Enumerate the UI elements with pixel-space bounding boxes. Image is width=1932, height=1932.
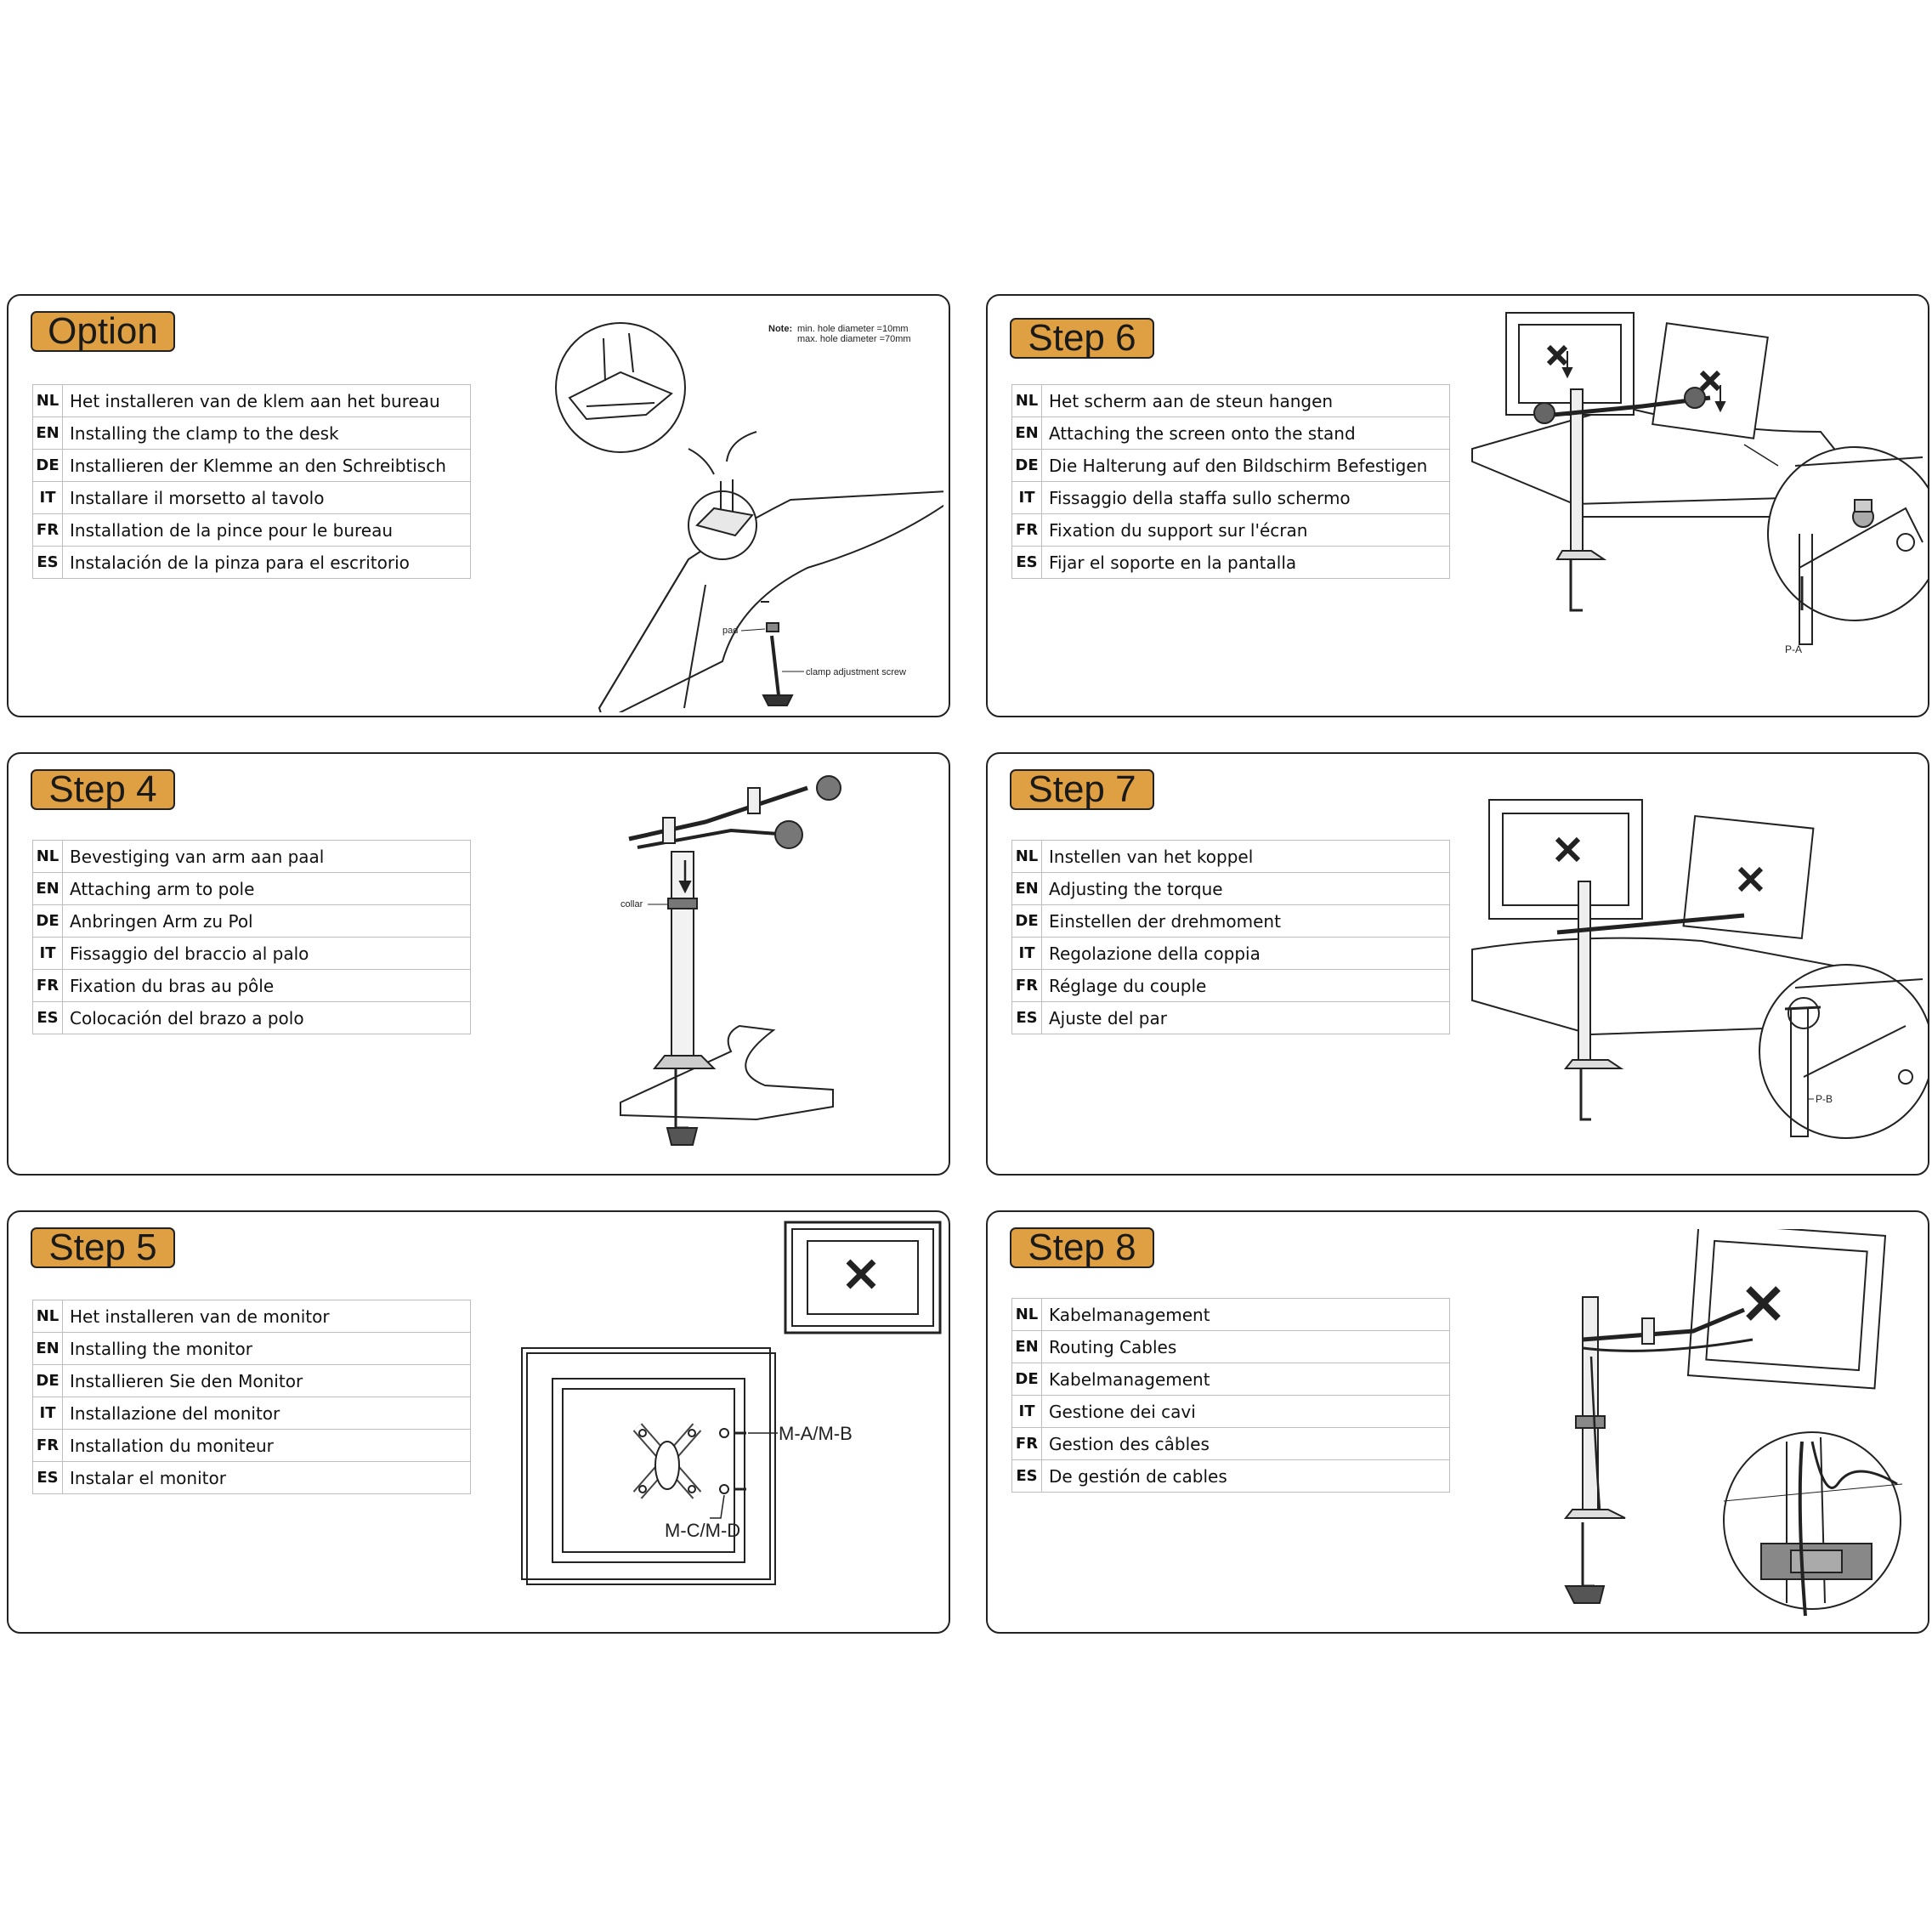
table-row: [1012, 873, 1450, 905]
zoom-circle: [556, 323, 685, 452]
panel-title: Step 6: [1010, 318, 1154, 359]
screw-label: clamp adjustment screw: [806, 667, 906, 677]
table-row: [33, 482, 471, 514]
panel-step8: [986, 1210, 1929, 1634]
hang-screen-illustration: [1464, 304, 1929, 717]
lang-code: DE: [33, 1365, 63, 1397]
lang-text: Fissaggio della staffa sullo schermo: [1042, 482, 1450, 514]
table-row: [33, 1397, 471, 1430]
monitor-left: [1489, 800, 1642, 919]
table-row: [1012, 450, 1450, 482]
language-table: [32, 840, 471, 1034]
panel-title: Step 8: [1010, 1227, 1154, 1268]
lang-text: Installieren Sie den Monitor: [63, 1365, 471, 1397]
pole: [1583, 1297, 1598, 1518]
lang-code: EN: [33, 1333, 63, 1365]
table-row: [33, 873, 471, 905]
panel-option: [7, 294, 950, 717]
panel-title: Step 5: [31, 1227, 175, 1268]
lang-code: ES: [33, 547, 63, 579]
pa-label: P-A: [1785, 643, 1803, 655]
lang-text: Kabelmanagement: [1042, 1363, 1450, 1396]
arm-pole-illustration: [603, 771, 875, 1170]
lang-text: Réglage du couple: [1042, 970, 1450, 1002]
lang-text: Attaching the screen onto the stand: [1042, 417, 1450, 450]
table-row: [33, 970, 471, 1002]
lang-text: Einstellen der drehmoment: [1042, 905, 1450, 938]
table-row: [33, 1002, 471, 1034]
table-row: [33, 450, 471, 482]
table-row: [1012, 1460, 1450, 1493]
panel-step4: [7, 752, 950, 1176]
panel-title: Step 4: [31, 769, 175, 810]
language-table: [32, 1300, 471, 1494]
lang-text: Installing the clamp to the desk: [63, 417, 471, 450]
lang-text: Installation de la pince pour le bureau: [63, 514, 471, 547]
lang-text: Fijar el soporte en la pantalla: [1042, 547, 1450, 579]
table-row: [1012, 547, 1450, 579]
torque-illustration: [1464, 796, 1929, 1176]
lang-text: Adjusting the torque: [1042, 873, 1450, 905]
lang-code: ES: [1012, 1002, 1042, 1034]
table-row: [1012, 938, 1450, 970]
lang-code: EN: [1012, 417, 1042, 450]
lang-code: ES: [1012, 547, 1042, 579]
lang-code: IT: [33, 938, 63, 970]
lang-code: NL: [33, 841, 63, 873]
language-table: [1011, 384, 1450, 579]
table-row: [1012, 970, 1450, 1002]
table-row: [1012, 1363, 1450, 1396]
clamp-illustration: [552, 321, 943, 712]
lang-code: EN: [33, 417, 63, 450]
lang-code: ES: [33, 1002, 63, 1034]
table-row: [33, 1333, 471, 1365]
monitor-back: [522, 1348, 770, 1579]
panel-step7: [986, 752, 1929, 1176]
lang-text: Installare il morsetto al tavolo: [63, 482, 471, 514]
lang-text: Het installeren van de klem aan het bureau: [63, 385, 471, 417]
lang-text: Instalación de la pinza para el escritorio: [63, 547, 471, 579]
lang-text: Fixation du bras au pôle: [63, 970, 471, 1002]
lang-code: EN: [1012, 873, 1042, 905]
lang-text: Installieren der Klemme an den Schreibtisch: [63, 450, 471, 482]
lang-text: De gestión de cables: [1042, 1460, 1450, 1493]
pb-label: P-B: [1816, 1093, 1833, 1105]
lang-code: EN: [1012, 1331, 1042, 1363]
lang-text: Regolazione della coppia: [1042, 938, 1450, 970]
lang-code: NL: [33, 1300, 63, 1333]
panel-step5: [7, 1210, 950, 1634]
note-label: Note:: [768, 324, 793, 334]
lang-text: Gestion des câbles: [1042, 1428, 1450, 1460]
zoom-circle: [1724, 1432, 1901, 1609]
language-table: [32, 384, 471, 579]
note-line1: min. hole diameter =10mm: [797, 324, 909, 334]
table-row: [33, 514, 471, 547]
lang-text: Installing the monitor: [63, 1333, 471, 1365]
lang-text: Het installeren van de monitor: [63, 1300, 471, 1333]
lang-text: Instellen van het koppel: [1042, 841, 1450, 873]
lang-text: Installazione del monitor: [63, 1397, 471, 1430]
language-table: [1011, 1298, 1450, 1493]
lang-code: FR: [1012, 970, 1042, 1002]
lang-code: IT: [33, 482, 63, 514]
cable-routing-illustration: [1532, 1229, 1929, 1632]
lang-text: Bevestiging van arm aan paal: [63, 841, 471, 873]
lang-text: Fixation du support sur l'écran: [1042, 514, 1450, 547]
lang-text: Fissaggio del braccio al palo: [63, 938, 471, 970]
note-line2: max. hole diameter =70mm: [797, 334, 911, 344]
table-row: [1012, 1331, 1450, 1363]
lang-code: DE: [1012, 905, 1042, 938]
lang-code: ES: [33, 1462, 63, 1494]
table-row: [33, 905, 471, 938]
zoom-circle: [1759, 965, 1929, 1138]
lang-code: FR: [33, 1430, 63, 1462]
table-row: [1012, 482, 1450, 514]
table-row: [33, 841, 471, 873]
language-table: [1011, 840, 1450, 1034]
table-row: [1012, 1396, 1450, 1428]
lang-code: NL: [1012, 385, 1042, 417]
monitor-install-illustration: [518, 1219, 943, 1627]
table-row: [33, 417, 471, 450]
table-row: [1012, 385, 1450, 417]
lang-text: Het scherm aan de steun hangen: [1042, 385, 1450, 417]
mamb-label: M-A/M-B: [779, 1423, 853, 1444]
table-row: [1012, 417, 1450, 450]
pad: [767, 623, 779, 632]
lang-code: FR: [1012, 514, 1042, 547]
lang-code: NL: [1012, 1299, 1042, 1331]
table-row: [1012, 841, 1450, 873]
table-row: [1012, 905, 1450, 938]
lang-code: DE: [1012, 1363, 1042, 1396]
lang-code: IT: [1012, 1396, 1042, 1428]
lang-text: Anbringen Arm zu Pol: [63, 905, 471, 938]
collar: [668, 898, 697, 909]
lang-text: Gestione dei cavi: [1042, 1396, 1450, 1428]
lang-code: NL: [33, 385, 63, 417]
lang-code: IT: [33, 1397, 63, 1430]
lang-code: FR: [1012, 1428, 1042, 1460]
table-row: [1012, 514, 1450, 547]
lang-code: DE: [33, 905, 63, 938]
lang-text: Instalar el monitor: [63, 1462, 471, 1494]
lang-text: Routing Cables: [1042, 1331, 1450, 1363]
panel-title: Option: [31, 311, 175, 352]
lang-text: Attaching arm to pole: [63, 873, 471, 905]
lang-text: Kabelmanagement: [1042, 1299, 1450, 1331]
table-row: [33, 547, 471, 579]
table-row: [33, 1430, 471, 1462]
lang-text: Colocación del brazo a polo: [63, 1002, 471, 1034]
lang-code: DE: [33, 450, 63, 482]
panel-title: Step 7: [1010, 769, 1154, 810]
table-row: [33, 1462, 471, 1494]
table-row: [33, 385, 471, 417]
lang-code: NL: [1012, 841, 1042, 873]
pole: [1578, 881, 1590, 1068]
pad-label: pad: [722, 626, 739, 636]
table-row: [33, 1365, 471, 1397]
panel-step6: [986, 294, 1929, 717]
collar-label: collar: [620, 899, 643, 909]
table-row: [33, 1300, 471, 1333]
lang-text: Installation du moniteur: [63, 1430, 471, 1462]
table-row: [1012, 1299, 1450, 1331]
lang-code: EN: [33, 873, 63, 905]
table-row: [1012, 1002, 1450, 1034]
lang-code: DE: [1012, 450, 1042, 482]
lang-code: FR: [33, 970, 63, 1002]
mcmd-label: M-C/M-D: [665, 1520, 741, 1541]
lang-code: FR: [33, 514, 63, 547]
lang-code: IT: [1012, 938, 1042, 970]
lang-code: IT: [1012, 482, 1042, 514]
lang-code: ES: [1012, 1460, 1042, 1493]
table-row: [1012, 1428, 1450, 1460]
lang-text: Ajuste del par: [1042, 1002, 1450, 1034]
table-row: [33, 938, 471, 970]
lang-text: Die Halterung auf den Bildschirm Befestigen: [1042, 450, 1450, 482]
